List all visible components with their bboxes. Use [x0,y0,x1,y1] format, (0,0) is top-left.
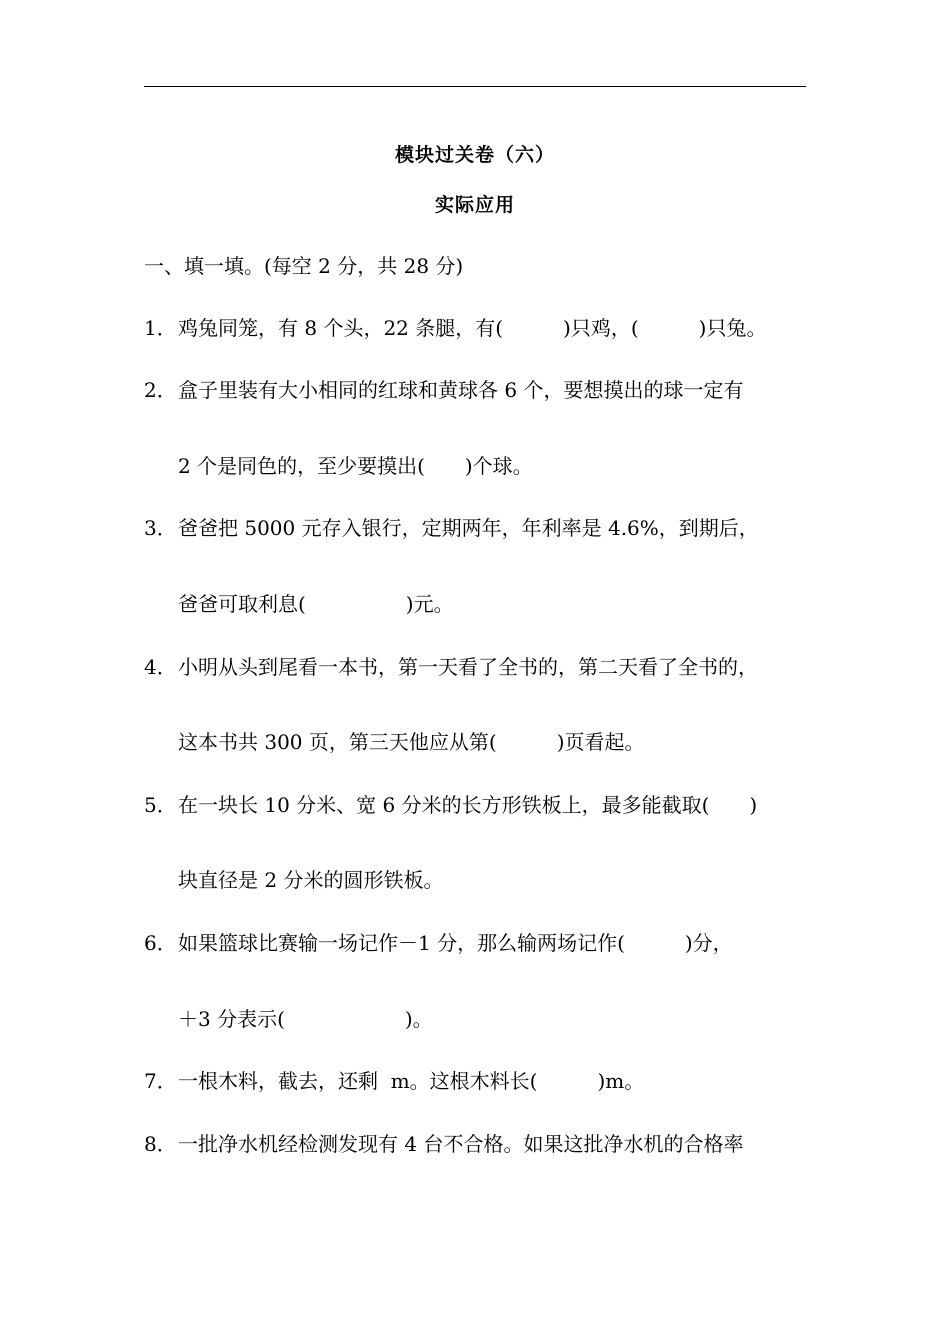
question-text: 盒子里装有大小相同的红球和黄球各 6 个，要想摸出的球一定有 [178,378,744,402]
header-rule [144,86,806,87]
question-4 [144,654,758,680]
question-6 [144,930,733,956]
question-text: 爸爸把 5000 元存入银行，定期两年，年利率是 4.6%，到期后， [178,516,759,540]
question-2 [144,377,743,403]
question-4-continuation: 这本书共 300 页，第三天他应从第( )页看起。 [178,730,645,754]
question-number: 4． [144,655,177,679]
question-3 [144,515,759,541]
question-5-continuation: 块直径是 2 分米的圆形铁板。 [178,868,444,892]
question-8 [144,1131,743,1157]
question-text: 鸡兔同笼，有 8 个头，22 条腿，有( )只鸡，( )只兔。 [178,316,767,340]
page-subtitle: 实际应用 [434,194,515,216]
question-1 [144,315,766,341]
question-5 [144,792,757,818]
question-number: 8． [144,1132,177,1156]
question-number: 5． [144,793,177,817]
question-number: 1． [144,316,177,340]
question-text: 一批净水机经检测发现有 4 台不合格。如果这批净水机的合格率 [178,1132,744,1156]
question-text: 在一块长 10 分米、宽 6 分米的长方形铁板上，最多能截取( ) [178,793,758,817]
page-title: 模块过关卷（六） [394,144,555,166]
question-text: 小明从头到尾看一本书，第一天看了全书的，第二天看了全书的， [178,655,758,679]
question-text: 一根木料，截去，还剩 m。这根木料长( )m。 [178,1069,645,1093]
question-number: 3． [144,516,177,540]
question-3-continuation: 爸爸可取利息( )元。 [178,592,454,616]
question-number: 6． [144,931,177,955]
question-number: 7． [144,1069,177,1093]
question-7 [144,1068,644,1094]
question-6-continuation: ＋3 分表示( )。 [178,1007,433,1031]
section-heading: 一、填一填。(每空 2 分，共 28 分) [144,254,464,278]
question-number: 2． [144,378,177,402]
question-2-continuation: 2 个是同色的，至少要摸出( )个球。 [178,454,533,478]
question-text: 如果篮球比赛输一场记作－1 分，那么输两场记作( )分， [178,931,733,955]
